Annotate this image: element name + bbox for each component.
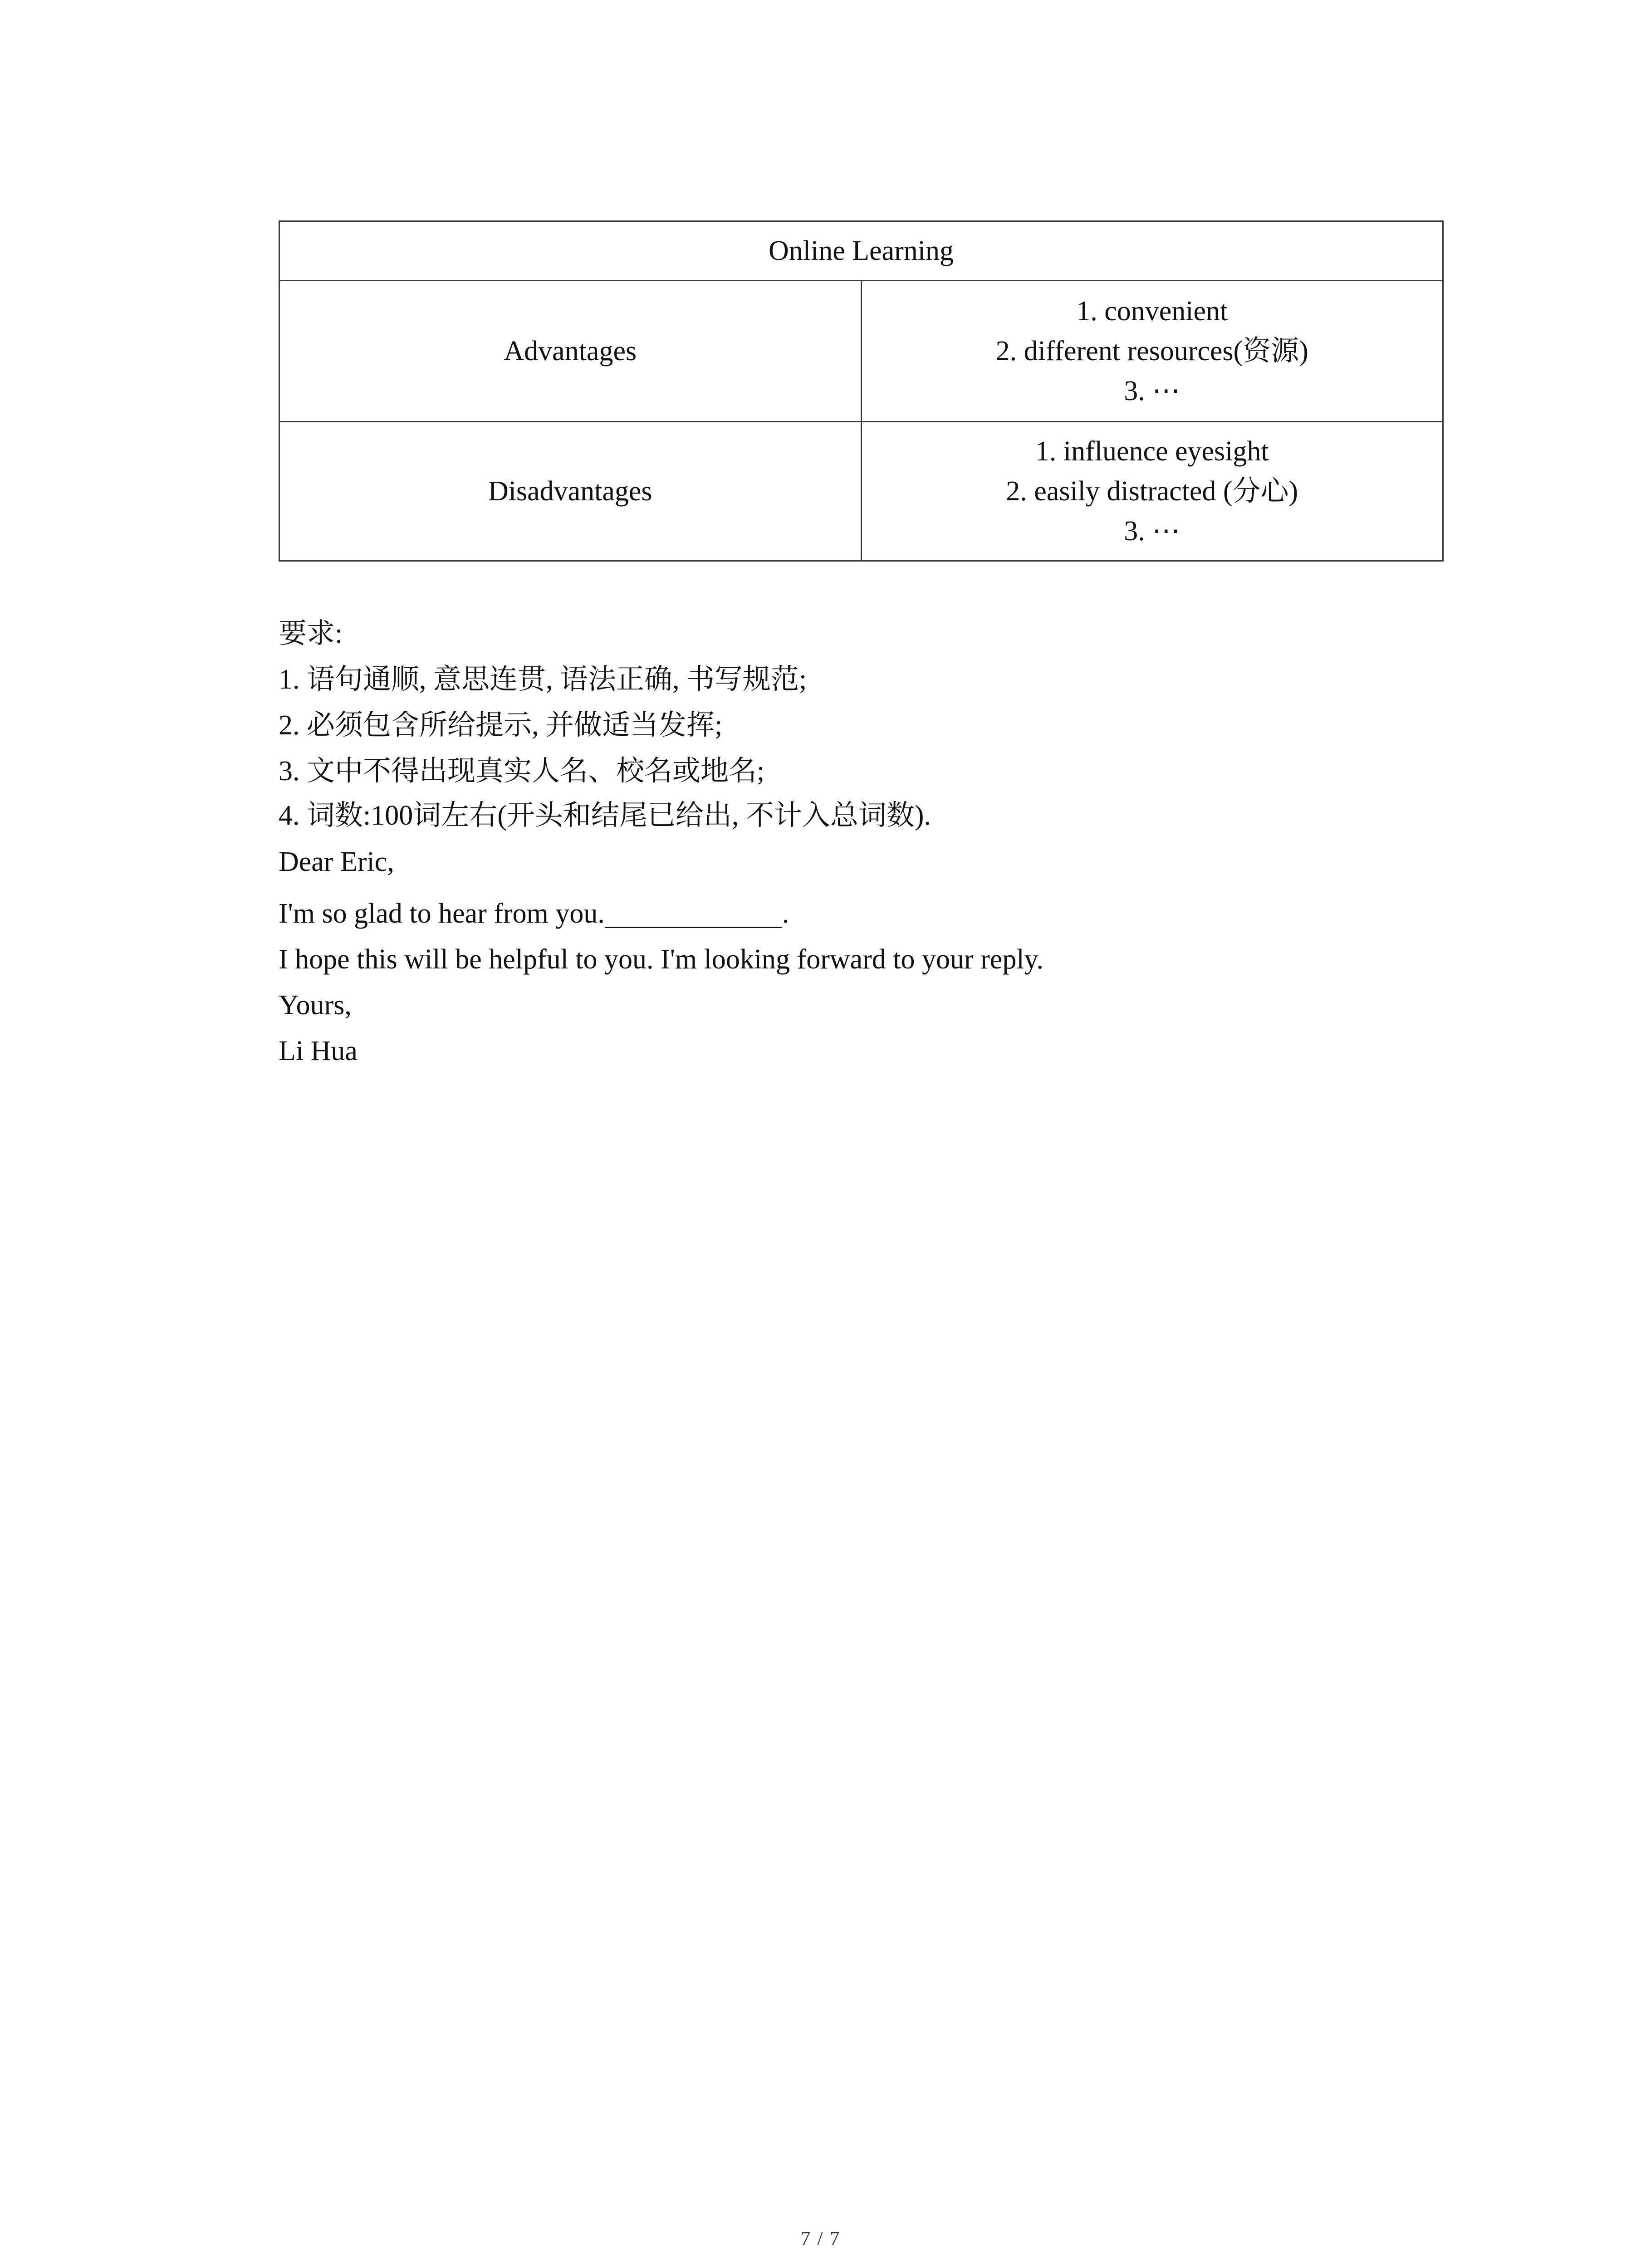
letter-signature: Li Hua <box>279 1036 358 1066</box>
requirements-heading: 要求: <box>279 618 343 649</box>
letter-opening: I'm so glad to hear from you. <box>279 898 605 929</box>
row-label-disadvantages: Disadvantages <box>279 422 862 561</box>
list-item: 2. easily distracted (分心) <box>1006 476 1298 507</box>
answer-blank[interactable] <box>605 904 782 928</box>
list-item: 1. convenient <box>1076 296 1228 327</box>
table-title: Online Learning <box>279 221 1443 281</box>
online-learning-table <box>279 220 1444 562</box>
list-item: 2. different resources(资源) <box>995 336 1308 367</box>
letter-closing: I hope this will be helpful to you. I'm looking forward to your reply. <box>279 944 1044 975</box>
page-number: 7 / 7 <box>800 2227 841 2249</box>
letter-salutation: Dear Eric, <box>279 846 394 877</box>
requirement-item: 1. 语句通顺, 意思连贯, 语法正确, 书写规范; <box>279 664 807 695</box>
table-row <box>279 281 1443 422</box>
requirement-item: 4. 词数:100词左右(开头和结尾已给出, 不计入总词数). <box>279 800 931 831</box>
table-title-row <box>279 221 1443 281</box>
list-item: 3. ⋯ <box>1124 516 1181 547</box>
letter-signoff: Yours, <box>279 990 352 1021</box>
letter-opening-end: . <box>782 898 789 929</box>
row-label-advantages: Advantages <box>279 281 862 422</box>
disadvantages-list <box>861 422 1443 561</box>
list-item: 1. influence eyesight <box>1035 436 1269 467</box>
letter-opening-line <box>279 891 789 937</box>
list-item: 3. ⋯ <box>1124 376 1181 406</box>
table-row <box>279 422 1443 561</box>
advantages-list <box>861 281 1443 422</box>
requirement-item: 3. 文中不得出现真实人名、校名或地名; <box>279 756 765 787</box>
requirement-item: 2. 必须包含所给提示, 并做适当发挥; <box>279 710 723 741</box>
